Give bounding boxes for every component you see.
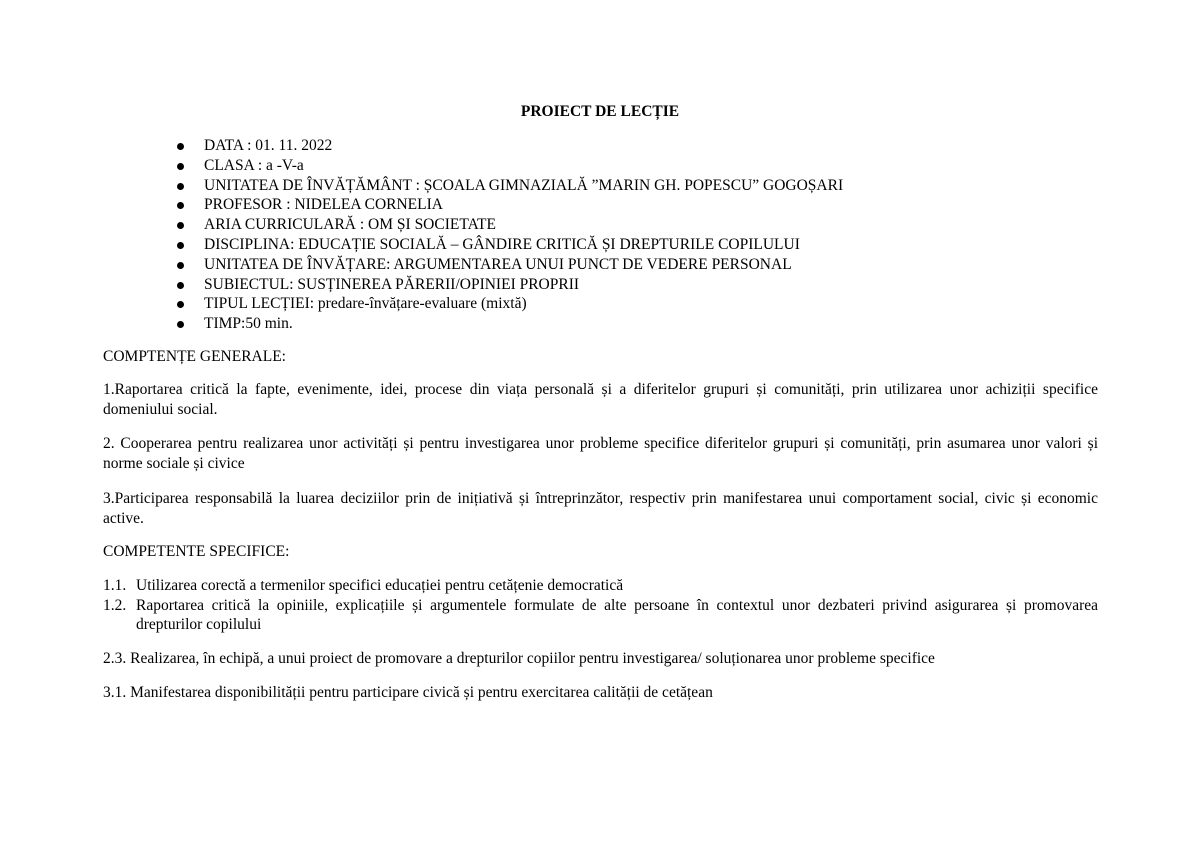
specific-competence-2-3: 2.3. Realizarea, în echipă, a unui proiect de promovare a drepturilor copiilor pentru investigarea/ soluționarea unor probleme specifice — [103, 650, 935, 667]
page-title: PROIECT DE LECȚIE — [520, 103, 680, 120]
info-item-time: TIMP:50 min. — [175, 314, 843, 334]
general-competence-1: 1.Raportarea critică la fapte, evenimente, idei, procese din viața personală și a diferitelor grupuri și comunități, prin utilizarea unor achiziții specifice domeniului social. — [103, 381, 1098, 418]
bullet-icon — [177, 242, 184, 249]
info-item-school: UNITATEA DE ÎNVĂȚĂMÂNT : ȘCOALA GIMNAZIALĂ ”MARIN GH. POPESCU” GOGOȘARI — [175, 176, 843, 196]
info-item-teacher: PROFESOR : NIDELEA CORNELIA — [175, 195, 843, 215]
bullet-icon — [177, 163, 184, 170]
list-number: 1.2. — [103, 596, 127, 614]
bullet-icon — [177, 262, 184, 269]
info-item-curricular-area: ARIA CURRICULARĂ : OM ȘI SOCIETATE — [175, 215, 843, 235]
bullet-icon — [177, 282, 184, 289]
general-competence-3: 3.Participarea responsabilă la luarea deciziilor prin de inițiativă și întreprinzător, respectiv prin manifestarea unui comportament social, civic și economic active. — [103, 490, 1098, 527]
lesson-info-list — [175, 136, 843, 334]
info-item-subject: SUBIECTUL: SUSȚINEREA PĂRERII/OPINIEI PROPRII — [175, 275, 843, 295]
specific-competence-3-1: 3.1. Manifestarea disponibilității pentru participare civică și pentru exercitarea calității de cetățean — [103, 684, 713, 701]
info-item-class: CLASA : a -V-a — [175, 156, 843, 176]
specific-competence-1-2 — [103, 596, 1098, 635]
specific-competence-1-1 — [103, 576, 1098, 596]
bullet-icon — [177, 222, 184, 229]
bullet-icon — [177, 301, 184, 308]
list-text: Raportarea critică la opiniile, explicațiile și argumentele formulate de alte persoane în contextul unor dezbateri privind asigurarea și promovarea drepturilor copilului — [136, 596, 1098, 633]
general-competences-header: COMPTENȚE GENERALE: — [103, 348, 286, 365]
specific-competences-header: COMPETENTE SPECIFICE: — [103, 543, 290, 560]
bullet-icon — [177, 321, 184, 328]
info-item-discipline: DISCIPLINA: EDUCAȚIE SOCIALĂ – GÂNDIRE CRITICĂ ȘI DREPTURILE COPILULUI — [175, 235, 843, 255]
list-number: 1.1. — [103, 577, 127, 594]
bullet-icon — [177, 143, 184, 150]
specific-competences-list — [103, 576, 1098, 635]
info-item-learning-unit: UNITATEA DE ÎNVĂȚARE: ARGUMENTAREA UNUI PUNCT DE VEDERE PERSONAL — [175, 255, 843, 275]
info-item-lesson-type: TIPUL LECȚIEI: predare-învățare-evaluare (mixtă) — [175, 294, 843, 314]
general-competence-2: 2. Cooperarea pentru realizarea unor activități și pentru investigarea unor probleme specifice diferitelor grupuri și comunități, prin asumarea unor valori și norme sociale și civice — [103, 435, 1098, 472]
info-item-date: DATA : 01. 11. 2022 — [175, 136, 843, 156]
list-text: Utilizarea corectă a termenilor specifici educației pentru cetățenie democratică — [136, 577, 624, 594]
bullet-icon — [177, 202, 184, 209]
bullet-icon — [177, 183, 184, 190]
